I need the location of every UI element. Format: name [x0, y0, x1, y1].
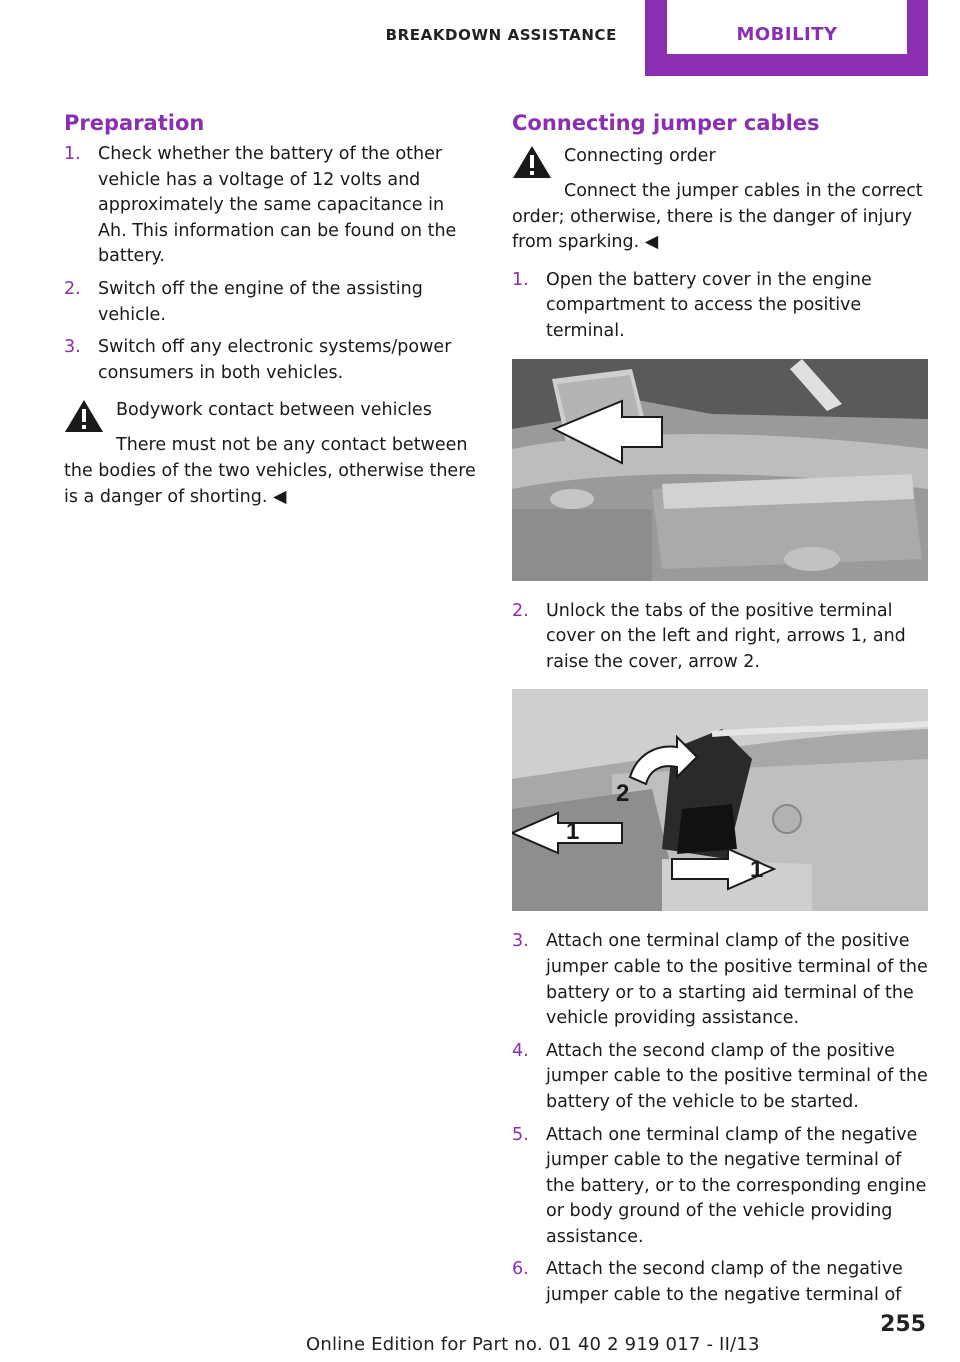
- step-number: 1.: [512, 269, 529, 290]
- left-column: [64, 108, 476, 522]
- step-number: 4.: [512, 1040, 529, 1061]
- warning-triangle-icon: [64, 399, 104, 433]
- list-item: [64, 142, 476, 270]
- list-item: [512, 268, 928, 345]
- edition-note: Online Edition for Part no. 01 40 2 919 017 - II/13: [306, 1334, 760, 1355]
- arrow-label-2: 2: [616, 780, 630, 808]
- page-header: [0, 0, 960, 76]
- page-number: 255: [880, 1312, 926, 1337]
- step-number: 6.: [512, 1259, 529, 1280]
- list-item: [512, 1039, 928, 1116]
- chapter-tab: [645, 0, 928, 76]
- step-text: Check whether the battery of the other vehicle has a voltage of 12 volts and approximately the same capacitance in Ah. This information can be found on the battery.: [98, 144, 457, 267]
- right-column: [512, 108, 928, 1316]
- list-item: [512, 599, 928, 676]
- warning-triangle-icon: [512, 145, 552, 179]
- preparation-heading: Preparation: [64, 111, 205, 135]
- step-text: Attach one terminal clamp of the positive jumper cable to the positive terminal of the battery or to a starting aid terminal of the vehicle providing assistance.: [546, 931, 928, 1029]
- step-text: Unlock the tabs of the positive terminal cover on the left and right, arrows 1, and raise the cover, arrow 2.: [546, 600, 906, 672]
- step-text: Switch off any electronic systems/power consumers in both vehicles.: [98, 337, 452, 383]
- warning-note: [64, 398, 476, 510]
- step-number: 3.: [64, 337, 81, 358]
- list-item: [512, 1123, 928, 1251]
- step-text: Attach one terminal clamp of the negative jumper cable to the negative terminal of the battery, or to the corresponding engine or body ground of the vehicle providing assistance.: [546, 1124, 927, 1247]
- step-number: 1.: [64, 144, 81, 164]
- warning-title: Connecting order: [564, 146, 716, 166]
- arrow-label-1b: 1: [750, 856, 764, 884]
- step-text: Attach the second clamp of the negative jumper cable to the negative terminal of: [546, 1259, 903, 1306]
- terminal-cover-photo: [512, 689, 928, 911]
- jumper-cables-heading: Connecting jumper cables: [512, 111, 820, 135]
- step-text: Switch off the engine of the assisting vehicle.: [98, 278, 423, 325]
- list-item: [512, 929, 928, 1031]
- warning-note: [512, 144, 928, 256]
- list-item: [512, 1257, 928, 1308]
- list-item: [64, 335, 476, 386]
- step-text: Open the battery cover in the engine compartment to access the positive terminal.: [546, 269, 872, 341]
- chapter-tab-label: MOBILITY: [736, 24, 838, 45]
- warning-body: Connect the jumper cables in the correct order; otherwise, there is the danger of injury from sparking. ◀: [512, 181, 923, 253]
- warning-body: There must not be any contact between the bodies of the two vehicles, otherwise there is a danger of shorting. ◀: [64, 435, 476, 507]
- step-number: 2.: [512, 600, 529, 621]
- step-number: 3.: [512, 931, 529, 952]
- step-number: 5.: [512, 1124, 529, 1145]
- list-item: [64, 277, 476, 328]
- arrow-label-1: 1: [566, 818, 580, 846]
- engine-compartment-photo: [512, 359, 928, 581]
- step-number: 2.: [64, 278, 81, 299]
- step-text: Attach the second clamp of the positive jumper cable to the positive terminal of the battery of the vehicle to be started.: [546, 1040, 928, 1112]
- warning-title: Bodywork contact between vehicles: [116, 400, 432, 421]
- section-title: BREAKDOWN ASSISTANCE: [385, 26, 617, 44]
